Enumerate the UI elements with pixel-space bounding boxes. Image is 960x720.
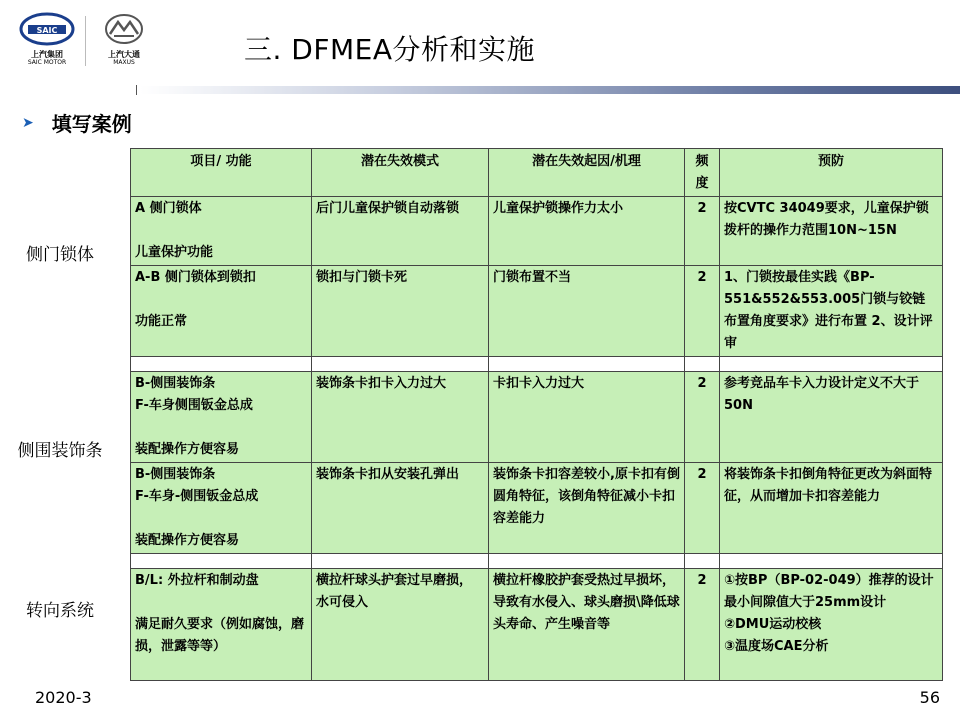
header-failure-cause: 潜在失效起因/机理	[489, 149, 685, 197]
cell-cause: 儿童保护锁操作力太小	[489, 197, 685, 266]
maxus-logo-sub: MAXUS	[113, 59, 135, 66]
cell-mode: 后门儿童保护锁自动落锁	[312, 197, 489, 266]
cell-cause: 横拉杆橡胶护套受热过早损坏，导致有水侵入、球头磨损\降低球头寿命、产生噪音等	[489, 569, 685, 681]
table-row	[131, 463, 943, 554]
cell-prevention: 按CVTC 34049要求，儿童保护锁拨杆的操作力范围10N~15N	[720, 197, 943, 266]
header-failure-mode: 潜在失效模式	[312, 149, 489, 197]
subheading-text: 填写案例	[51, 112, 132, 136]
cell-frequency: 2	[685, 197, 720, 266]
table-spacer-row	[131, 357, 943, 372]
cell-prevention: ①按BP（BP-02-049）推荐的设计最小间隙值大于25mm设计 ②DMU运动校核 ③温度场CAE分析	[720, 569, 943, 681]
title-bar-mark	[136, 85, 137, 95]
cell-item: B-侧围装饰条 F-车身侧围钣金总成 装配操作方便容易	[131, 372, 312, 463]
maxus-logo	[92, 12, 156, 66]
table-row	[131, 266, 943, 357]
title-gradient-bar	[140, 86, 960, 94]
cell-mode: 装饰条卡扣卡入力过大	[312, 372, 489, 463]
cell-frequency: 2	[685, 266, 720, 357]
cell-mode: 装饰条卡扣从安装孔弹出	[312, 463, 489, 554]
cell-mode: 锁扣与门锁卡死	[312, 266, 489, 357]
dfmea-table	[130, 148, 943, 681]
maxus-emblem-icon	[92, 12, 156, 46]
header-item-function: 项目/ 功能	[131, 149, 312, 197]
side-label-steering: 转向系统	[26, 601, 94, 621]
subheading	[22, 108, 132, 137]
cell-cause: 装饰条卡扣容差较小,原卡扣有倒圆角特征，该倒角特征减小卡扣容差能力	[489, 463, 685, 554]
cell-frequency: 2	[685, 372, 720, 463]
header-frequency: 频 度	[685, 149, 720, 197]
table-row	[131, 569, 943, 681]
cell-prevention: 参考竞品车卡入力设计定义不大于50N	[720, 372, 943, 463]
page-number: 56	[919, 688, 940, 707]
saic-logo-name: 上汽集团	[31, 50, 63, 59]
cell-cause: 卡扣卡入力过大	[489, 372, 685, 463]
table-spacer-row	[131, 554, 943, 569]
cell-item: A 侧门锁体 儿童保护功能	[131, 197, 312, 266]
footer-date: 2020-3	[35, 688, 92, 707]
saic-logo	[18, 12, 76, 66]
saic-emblem-icon	[18, 12, 76, 46]
saic-logo-sub: SAIC MOTOR	[27, 59, 67, 66]
table-header-row	[131, 149, 943, 197]
cell-item: B-侧围装饰条 F-车身-侧围钣金总成 装配操作方便容易	[131, 463, 312, 554]
cell-item: B/L: 外拉杆和制动盘 满足耐久要求（例如腐蚀，磨损，泄露等等）	[131, 569, 312, 681]
header-prevention: 预防	[720, 149, 943, 197]
side-label-side-trim: 侧围装饰条	[17, 441, 103, 461]
cell-cause: 门锁布置不当	[489, 266, 685, 357]
cell-item: A-B 侧门锁体到锁扣 功能正常	[131, 266, 312, 357]
logo-divider	[85, 16, 86, 66]
cell-mode: 横拉杆球头护套过早磨损，水可侵入	[312, 569, 489, 681]
maxus-logo-name: 上汽大通	[108, 50, 140, 59]
table-row	[131, 372, 943, 463]
arrow-bullet-icon: ➤	[22, 114, 34, 131]
svg-text:SAIC: SAIC	[36, 26, 58, 35]
page-title: 三. DFMEA分析和实施	[244, 33, 535, 66]
cell-prevention: 1、门锁按最佳实践《BP-551&552&553.005门锁与铰链布置角度要求》进行布置 2、设计评审	[720, 266, 943, 357]
table-row	[131, 197, 943, 266]
cell-frequency: 2	[685, 569, 720, 681]
side-label-door-lock: 侧门锁体	[26, 245, 94, 265]
cell-prevention: 将装饰条卡扣倒角特征更改为斜面特征，从而增加卡扣容差能力	[720, 463, 943, 554]
cell-frequency: 2	[685, 463, 720, 554]
